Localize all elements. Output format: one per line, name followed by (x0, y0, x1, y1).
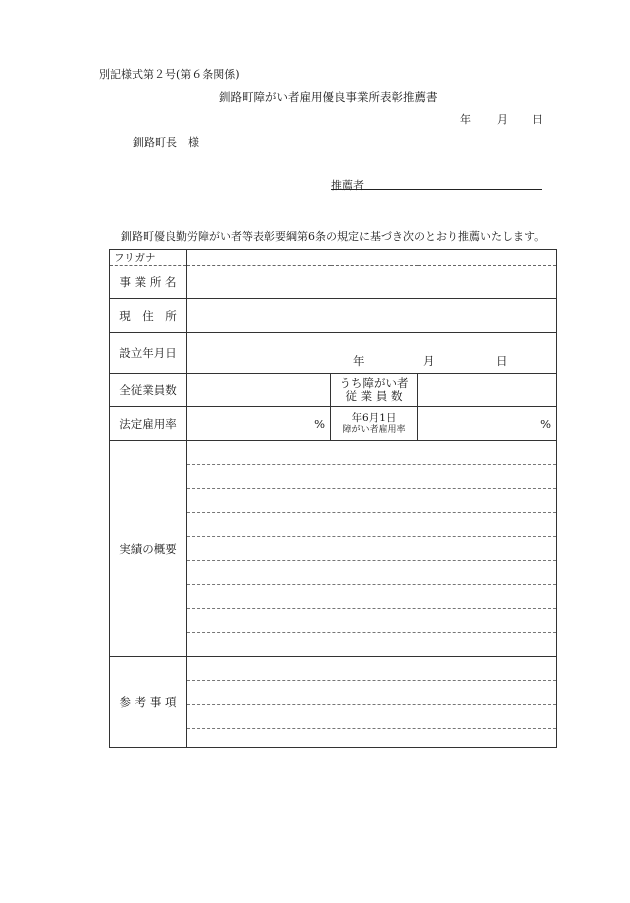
total-employees-field[interactable] (187, 374, 331, 407)
established-day: 日 (496, 354, 508, 368)
established-year: 年 (353, 354, 365, 368)
total-employees-label: 全従業員数 (110, 374, 187, 407)
recommender-label: 推薦者 (331, 179, 364, 192)
furigana-field[interactable] (187, 250, 557, 266)
june-rate-field[interactable] (418, 407, 557, 441)
date-month-label: 月 (497, 113, 508, 126)
addressee: 釧路町長 様 (133, 136, 199, 149)
june-rate-percent: % (540, 416, 552, 431)
legal-rate-label: 法定雇用率 (110, 407, 187, 441)
established-date-field[interactable] (187, 333, 557, 374)
legal-rate-percent: % (314, 416, 325, 431)
intro-text: 釧路町優良勤労障がい者等表彰要綱第6条の規定に基づき次のとおり推薦いたします。 (121, 230, 546, 243)
disabled-employees-label-line2: 従 業 員 数 (345, 389, 403, 403)
june-rate-label-line2: 障がい者雇用率 (342, 424, 406, 435)
business-name-field[interactable] (187, 266, 557, 299)
form-number: 別記様式第２号(第６条関係) (99, 68, 240, 81)
achievements-label: 実績の概要 (110, 441, 187, 657)
legal-rate-field[interactable] (187, 407, 331, 441)
date-year-label: 年 (460, 113, 471, 126)
date-day-label: 日 (532, 113, 543, 126)
june-rate-label-line1: 年6月1日 (351, 411, 397, 424)
disabled-employees-label-line1: うち障がい者 (339, 376, 409, 390)
established-date-label: 設立年月日 (110, 333, 187, 374)
disabled-employees-label (331, 374, 418, 407)
furigana-label: フリガナ (110, 250, 187, 266)
disabled-employees-field[interactable] (418, 374, 557, 407)
established-month: 月 (423, 354, 435, 368)
achievements-field[interactable] (187, 441, 557, 657)
business-name-label: 事 業 所 名 (110, 266, 187, 299)
address-label: 現 住 所 (110, 299, 187, 333)
remarks-field[interactable] (187, 657, 557, 748)
remarks-label: 参 考 事 項 (110, 657, 187, 748)
june-rate-label (331, 407, 418, 441)
address-field[interactable] (187, 299, 557, 333)
document-title: 釧路町障がい者雇用優良事業所表彰推薦書 (219, 90, 438, 104)
recommender-signature-line[interactable] (331, 189, 542, 190)
recommendation-form (109, 249, 557, 748)
